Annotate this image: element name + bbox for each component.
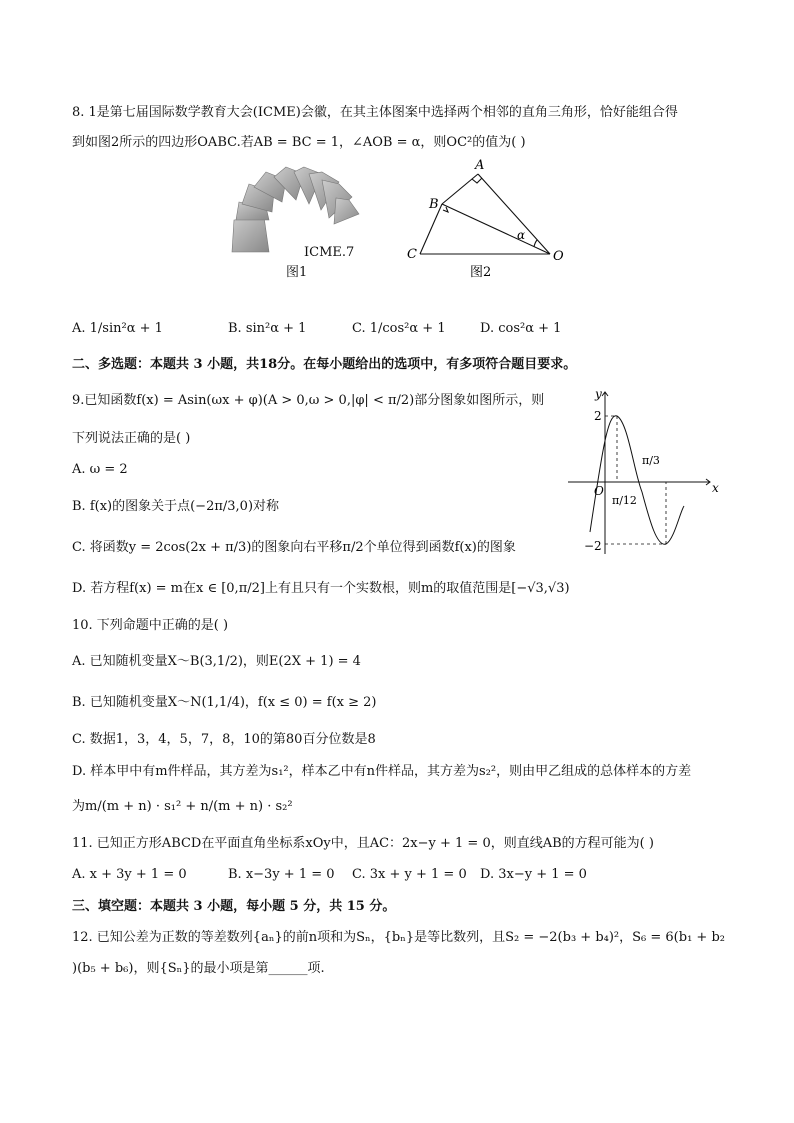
q10-option-d-line2: 为m/(m + n) · s₁² + n/(m + n) · s₂² bbox=[72, 799, 293, 814]
q11-option-c: C. 3x + y + 1 = 0 bbox=[352, 867, 467, 882]
q11-option-b: B. x−3y + 1 = 0 bbox=[228, 867, 335, 882]
q8-figure1-caption: ICME.7 bbox=[304, 245, 355, 260]
fig2-label-alpha: α bbox=[517, 228, 526, 242]
q12-line2: )(b₅ + b₆)，则{Sₙ}的最小项是第______项. bbox=[72, 961, 325, 976]
q9-stem-line2: 下列说法正确的是( ) bbox=[72, 431, 191, 446]
q8-stem-line1: 8. 1是第七届国际数学教育大会(ICME)会徽，在其主体图案中选择两个相邻的直角三角形，恰好能组合得 bbox=[72, 105, 678, 120]
q9-graph-tick-pi12: π/12 bbox=[612, 494, 637, 507]
fig2-label-C: C bbox=[407, 247, 417, 262]
q9-graph-tick-pi3: π/3 bbox=[642, 454, 660, 467]
q8-stem-line2: 到如图2所示的四边形OABC.若AB = BC = 1，∠AOB = α，则OC²的值为( ) bbox=[72, 135, 526, 150]
q10-option-c: C. 数据1，3，4，5，7，8，10的第80百分位数是8 bbox=[72, 732, 376, 747]
q9-sine-graph bbox=[562, 382, 732, 558]
q10-option-b: B. 已知随机变量X～N(1,1/4)，f(x ≤ 0) = f(x ≥ 2) bbox=[72, 695, 377, 710]
q9-graph-origin: O bbox=[594, 484, 604, 498]
q9-graph-x-label: x bbox=[712, 481, 719, 495]
q10-option-a: A. 已知随机变量X～B(3,1/2)，则E(2X + 1) = 4 bbox=[72, 654, 361, 669]
q9-option-d: D. 若方程f(x) = m在x ∈ [0,π/2]上有且只有一个实数根，则m的取值范围是[−√3,√3) bbox=[72, 581, 570, 596]
q9-stem-line1: 9.已知函数f(x) = Asin(ωx + φ)(A > 0,ω > 0,|φ| < π/2)部分图象如图所示，则 bbox=[72, 393, 545, 408]
q8-option-d: D. cos²α + 1 bbox=[480, 321, 562, 336]
q10-option-d-line1: D. 样本甲中有m件样品，其方差为s₁²，样本乙中有n件样品，其方差为s₂²，则由甲乙组成的总体样本的方差 bbox=[72, 764, 692, 779]
q11-option-d: D. 3x−y + 1 = 0 bbox=[480, 867, 587, 882]
q9-graph-min: −2 bbox=[584, 539, 602, 553]
q9-graph-y-label: y bbox=[595, 387, 602, 401]
q9-graph-max: 2 bbox=[594, 409, 602, 423]
q9-option-c: C. 将函数y = 2cos(2x + π/3)的图象向右平移π/2个单位得到函数f(x)的图象 bbox=[72, 540, 516, 555]
section3-heading: 三、填空题：本题共 3 小题，每小题 5 分，共 15 分。 bbox=[72, 899, 396, 914]
q8-figure1-label: 图1 bbox=[286, 265, 308, 280]
q8-figure1-icme-logo bbox=[224, 162, 374, 284]
q8-figure2-label: 图2 bbox=[470, 265, 492, 280]
fig2-label-B: B bbox=[429, 197, 439, 212]
fig2-label-O: O bbox=[553, 249, 564, 264]
q11-option-a: A. x + 3y + 1 = 0 bbox=[72, 867, 187, 882]
section2-heading: 二、多选题：本题共 3 小题，共18分。在每小题给出的选项中，有多项符合题目要求。 bbox=[72, 357, 577, 372]
q10-stem: 10. 下列命题中正确的是( ) bbox=[72, 618, 229, 633]
q8-option-a: A. 1/sin²α + 1 bbox=[72, 321, 163, 336]
q11-stem: 11. 已知正方形ABCD在平面直角坐标系xOy中，且AC：2x−y + 1 = 0，则直线AB的方程可能为( ) bbox=[72, 836, 654, 851]
q12-line1: 12. 已知公差为正数的等差数列{aₙ}的前n项和为Sₙ，{bₙ}是等比数列，且S₂ = −2(b₃ + b₄)²，S₆ = 6(b₁ + b₂ bbox=[72, 930, 725, 945]
q9-option-b: B. f(x)的图象关于点(−2π/3,0)对称 bbox=[72, 499, 280, 514]
fig2-label-A: A bbox=[475, 158, 485, 173]
q8-option-b: B. sin²α + 1 bbox=[228, 321, 307, 336]
q8-option-c: C. 1/cos²α + 1 bbox=[352, 321, 446, 336]
q8-figure2-quadrilateral bbox=[400, 156, 580, 284]
q9-option-a: A. ω = 2 bbox=[72, 462, 128, 477]
